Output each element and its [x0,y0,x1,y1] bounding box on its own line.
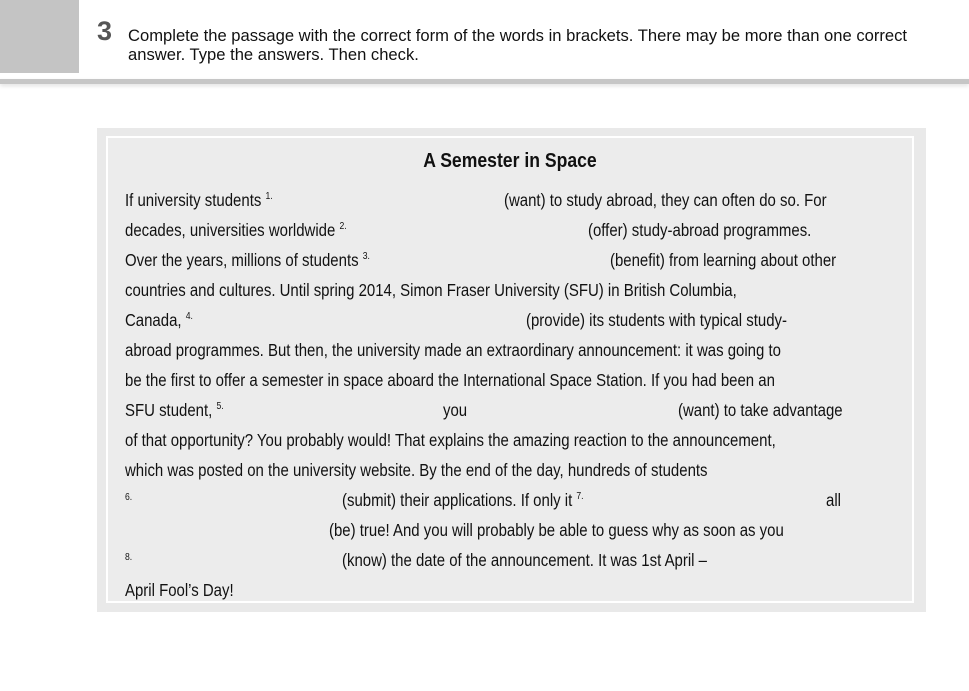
passage-text: April Fool’s Day! [125,580,234,600]
passage-text: countries and cultures. Until spring 2014, Simon Fraser University (SFU) in British Columbia, [125,280,737,300]
passage-text: (want) to take advantage [678,400,843,420]
answer-input-5b[interactable] [478,399,677,425]
header-tab-block [0,0,79,73]
passage-text: SFU student, $^{5.}$ [125,400,224,420]
passage-text: (be) true! And you will probably be able to guess why as soon as you [329,520,784,540]
passage-title: A Semester in Space [423,150,597,172]
gap-number-1: 1. [265,191,273,202]
passage-text: Canada, $^{4.}$ [125,310,193,330]
gap-number-2: 2. [339,221,347,232]
answer-input-5a[interactable] [238,399,437,425]
exercise-instructions: Complete the passage with the correct form of the words in brackets. There may be more than one correct answer. Type the answers. Then check. [128,26,908,64]
gap-number-3: 3. [362,251,370,262]
answer-input-8[interactable] [143,549,337,575]
passage-text: (know) the date of the announcement. It was 1st April – [342,550,707,570]
passage-text: (benefit) from learning about other [610,250,837,270]
answer-input-6[interactable] [143,489,337,515]
gap-number-6: 6. [125,492,133,503]
exercise-number: 3 [97,16,113,46]
gap-number-5: 5. [216,401,224,412]
passage-text: of that opportunity? You probably would! That explains the amazing reaction to the announcement, [125,430,776,450]
answer-input-3[interactable] [408,249,607,275]
answer-input-2[interactable] [383,219,587,245]
passage-text: (submit) their applications. If only it $^{7.}$ [342,490,584,510]
passage-text: decades, universities worldwide $^{2.}$ [125,220,347,240]
passage-text: (want) to study abroad, they can often do so. For [504,190,827,210]
header-divider [0,79,969,84]
passage-text: which was posted on the university website. By the end of the day, hundreds of students [125,460,708,480]
answer-input-4[interactable] [208,309,522,335]
passage-text: If university students $^{1.}$ [125,190,273,210]
gap-number-8: 8. [125,552,133,563]
passage-text: be the first to offer a semester in space aboard the International Space Station. If you had been an [125,370,775,390]
passage-text: (offer) study-abroad programmes. [588,220,812,240]
passage-text: abroad programmes. But then, the university made an extraordinary announcement: it was going to [125,340,781,360]
passage-text [125,484,132,505]
passage-text: (provide) its students with typical study- [526,310,788,330]
passage-text: all [826,490,841,510]
exercise-header [0,0,969,79]
passage-panel [106,136,914,603]
passage-text: you [443,400,468,420]
gap-number-7: 7. [576,491,584,502]
passage-text: Over the years, millions of students $^{3.}$ [125,250,370,270]
answer-input-7[interactable] [613,489,822,515]
gap-number-4: 4. [185,311,193,322]
passage-box [97,128,926,612]
passage-text [125,544,132,565]
answer-input-1[interactable] [298,189,502,215]
